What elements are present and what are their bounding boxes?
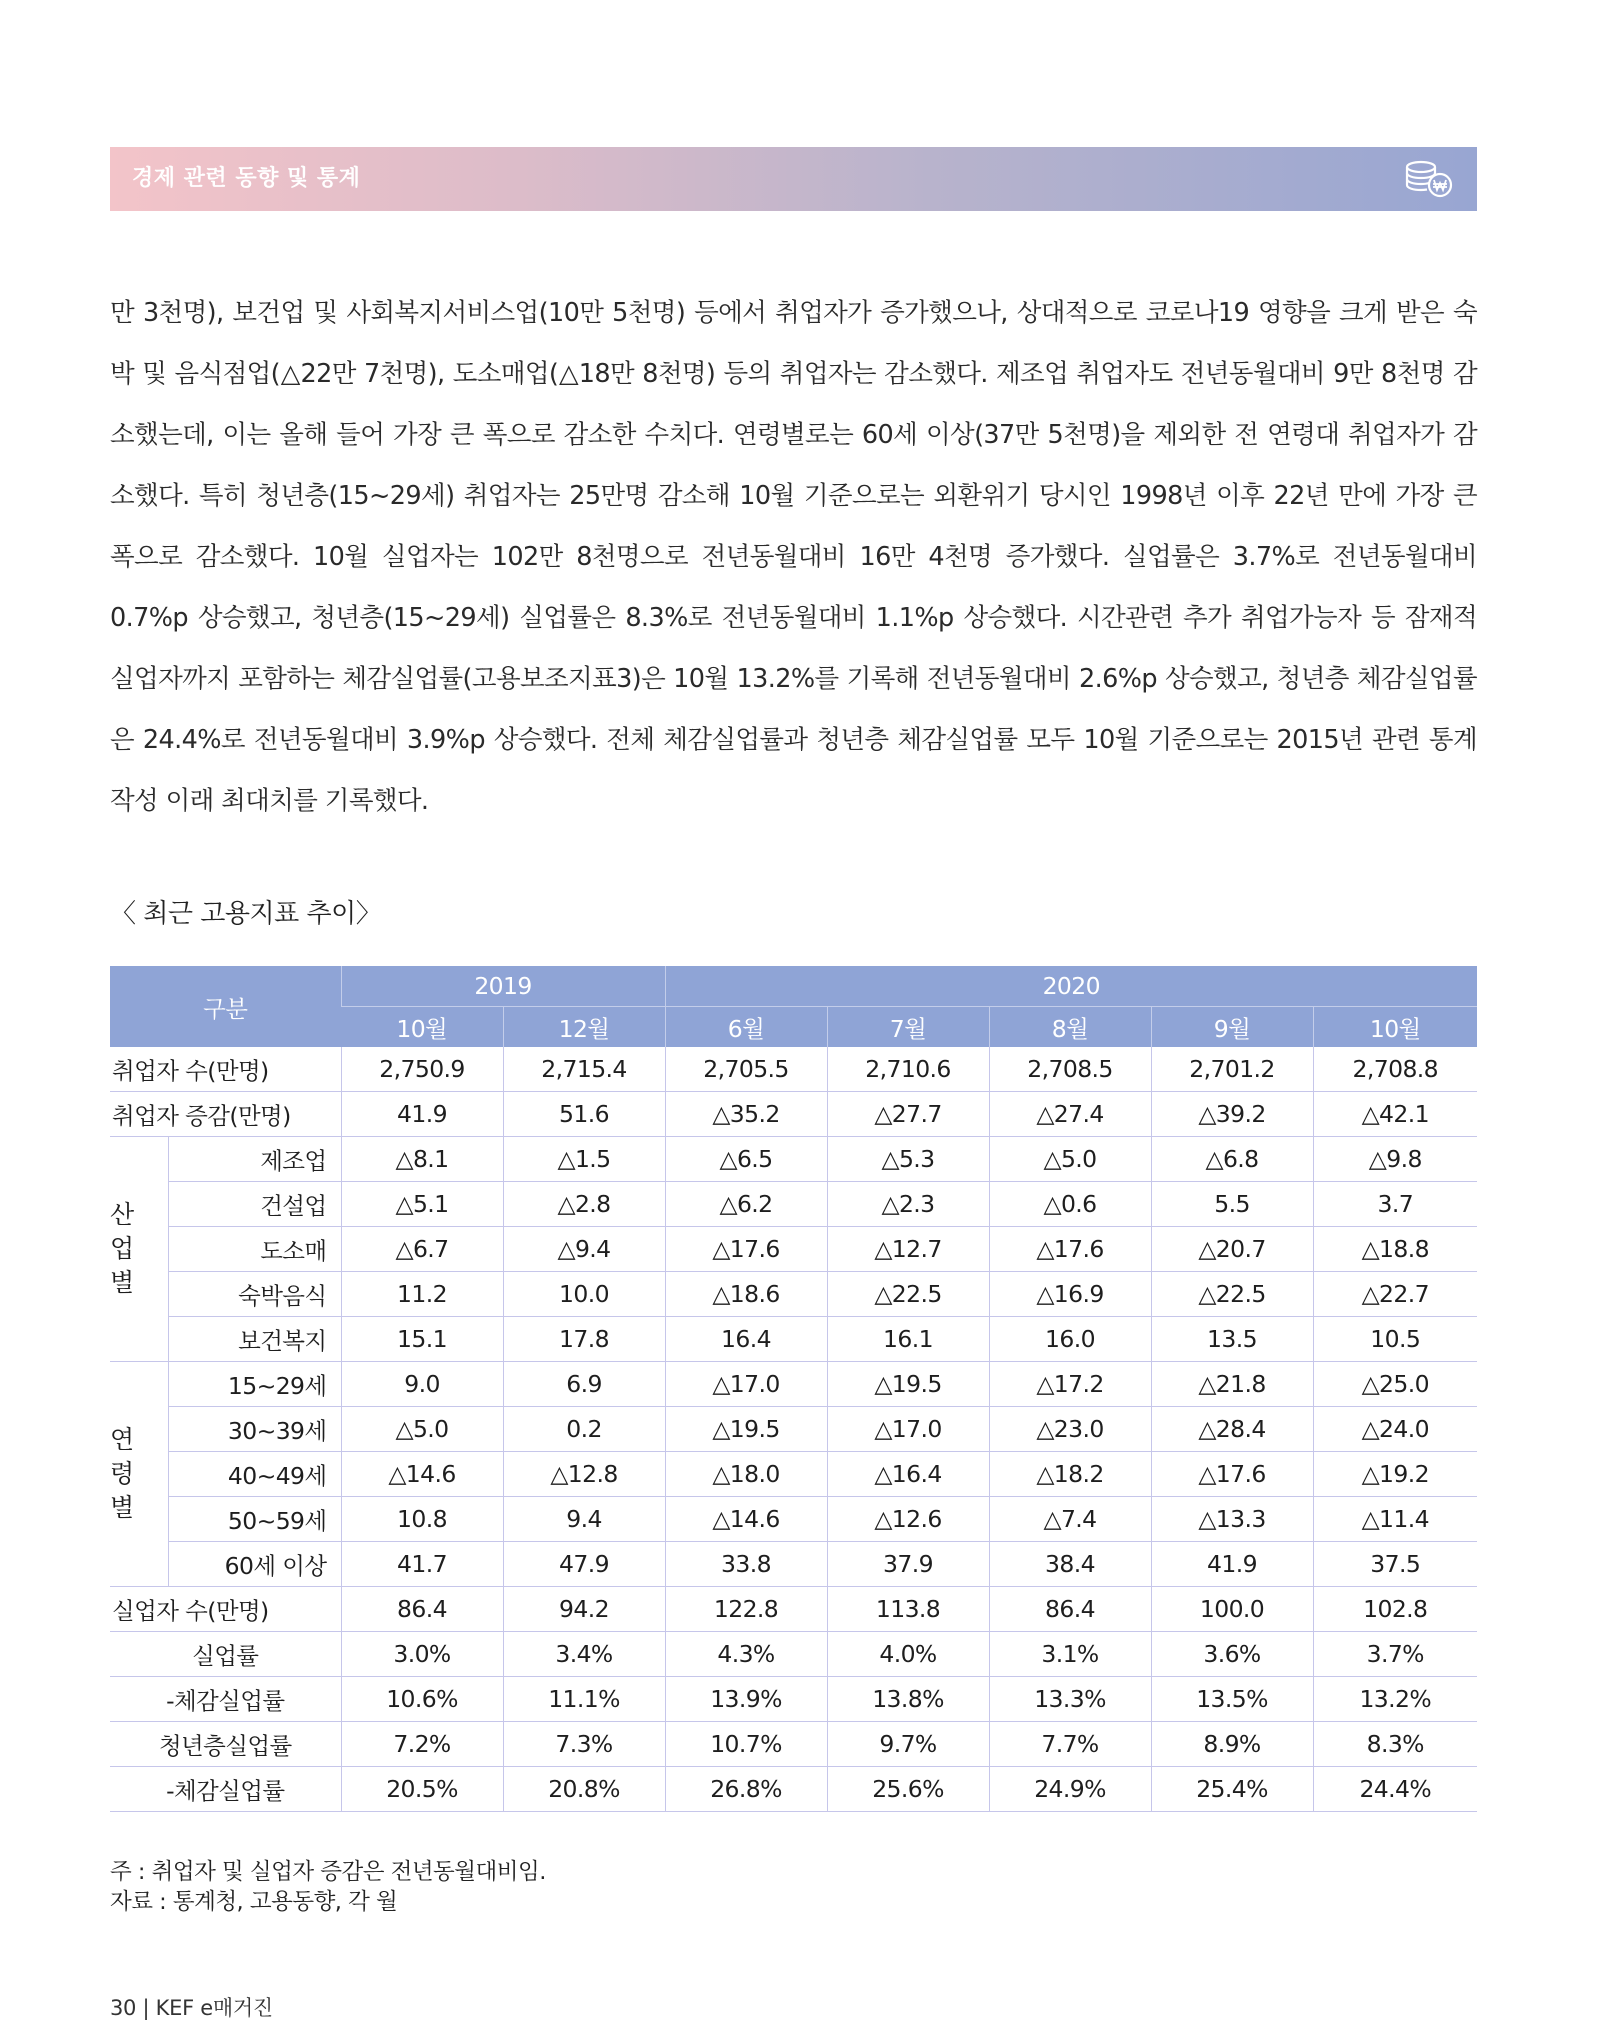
row-label: 청년층실업률 [110,1722,341,1767]
value-cell: 3.1% [989,1632,1151,1677]
table-row [110,1497,1477,1542]
value-cell: 0.2 [503,1407,665,1452]
employment-indicators-table [110,966,1477,1812]
value-cell: △42.1 [1313,1092,1477,1137]
value-cell: △5.0 [989,1137,1151,1182]
row-sublabel: 제조업 [168,1137,341,1182]
value-cell: △35.2 [665,1092,827,1137]
value-cell: 9.7% [827,1722,989,1767]
value-cell: △25.0 [1313,1362,1477,1407]
table-row [110,1137,1477,1182]
value-cell: △18.2 [989,1452,1151,1497]
value-cell: △21.8 [1151,1362,1313,1407]
value-cell: △5.3 [827,1137,989,1182]
row-label: 취업자 수(만명) [110,1047,341,1092]
value-cell: △19.5 [827,1362,989,1407]
month-header: 12월 [503,1007,665,1048]
value-cell: 25.4% [1151,1767,1313,1812]
value-cell: 16.0 [989,1317,1151,1362]
source-line: 자료 : 통계청, 고용동향, 각 월 [110,1889,398,1915]
year-2019-header: 2019 [341,966,665,1007]
coin-stack-won-icon [1403,159,1455,199]
value-cell: 17.8 [503,1317,665,1362]
value-cell: △23.0 [989,1407,1151,1452]
value-cell: 4.3% [665,1632,827,1677]
value-cell: 47.9 [503,1542,665,1587]
row-label: 실업률 [110,1632,341,1677]
value-cell: 20.8% [503,1767,665,1812]
value-cell: 37.5 [1313,1542,1477,1587]
value-cell: △19.2 [1313,1452,1477,1497]
value-cell: △0.6 [989,1182,1151,1227]
value-cell: 94.2 [503,1587,665,1632]
value-cell: 7.7% [989,1722,1151,1767]
value-cell: △28.4 [1151,1407,1313,1452]
value-cell: 11.1% [503,1677,665,1722]
value-cell: 37.9 [827,1542,989,1587]
value-cell: △1.5 [503,1137,665,1182]
value-cell: 25.6% [827,1767,989,1812]
row-sublabel: 보건복지 [168,1317,341,1362]
value-cell: 15.1 [341,1317,503,1362]
value-cell: 3.4% [503,1632,665,1677]
header-label-cell: 구분 [110,966,341,1047]
value-cell: 13.5 [1151,1317,1313,1362]
table-row [110,1362,1477,1407]
value-cell: △7.4 [989,1497,1151,1542]
table-row [110,1767,1477,1812]
value-cell: 13.2% [1313,1677,1477,1722]
table-row [110,1587,1477,1632]
article-body [110,283,1477,832]
value-cell: 41.9 [1151,1542,1313,1587]
value-cell: △12.6 [827,1497,989,1542]
value-cell: 10.7% [665,1722,827,1767]
value-cell: 3.7% [1313,1632,1477,1677]
value-cell: 24.4% [1313,1767,1477,1812]
value-cell: 4.0% [827,1632,989,1677]
value-cell: △14.6 [341,1452,503,1497]
value-cell: 9.0 [341,1362,503,1407]
value-cell: 11.2 [341,1272,503,1317]
value-cell: 2,708.8 [1313,1047,1477,1092]
month-header: 6월 [665,1007,827,1048]
value-cell: △8.1 [341,1137,503,1182]
note-line: 주 : 취업자 및 실업자 증감은 전년동월대비임. [110,1859,546,1885]
value-cell: △16.9 [989,1272,1151,1317]
value-cell: 6.9 [503,1362,665,1407]
row-label: 실업자 수(만명) [110,1587,341,1632]
value-cell: 3.0% [341,1632,503,1677]
value-cell: 5.5 [1151,1182,1313,1227]
value-cell: △20.7 [1151,1227,1313,1272]
value-cell: △9.4 [503,1227,665,1272]
value-cell: 100.0 [1151,1587,1313,1632]
value-cell: △17.6 [1151,1452,1313,1497]
year-header-row [110,966,1477,1007]
value-cell: 113.8 [827,1587,989,1632]
value-cell: 13.8% [827,1677,989,1722]
value-cell: △16.4 [827,1452,989,1497]
value-cell: 102.8 [1313,1587,1477,1632]
table-row [110,1227,1477,1272]
value-cell: △13.3 [1151,1497,1313,1542]
value-cell: 38.4 [989,1542,1151,1587]
value-cell: △18.8 [1313,1227,1477,1272]
month-header: 7월 [827,1007,989,1048]
value-cell: △39.2 [1151,1092,1313,1137]
value-cell: △17.2 [989,1362,1151,1407]
value-cell: 86.4 [341,1587,503,1632]
value-cell: 7.3% [503,1722,665,1767]
value-cell: 26.8% [665,1767,827,1812]
value-cell: 2,708.5 [989,1047,1151,1092]
value-cell: 20.5% [341,1767,503,1812]
table-notes [110,1857,546,1917]
row-sublabel: 도소매 [168,1227,341,1272]
value-cell: 10.8 [341,1497,503,1542]
value-cell: 13.9% [665,1677,827,1722]
value-cell: 2,705.5 [665,1047,827,1092]
value-cell: △14.6 [665,1497,827,1542]
value-cell: △2.8 [503,1182,665,1227]
value-cell: 3.7 [1313,1182,1477,1227]
row-sublabel: 15~29세 [168,1362,341,1407]
table-row [110,1317,1477,1362]
value-cell: △12.8 [503,1452,665,1497]
value-cell: 2,710.6 [827,1047,989,1092]
value-cell: △5.0 [341,1407,503,1452]
value-cell: △27.4 [989,1092,1151,1137]
value-cell: △6.8 [1151,1137,1313,1182]
row-sublabel: 숙박음식 [168,1272,341,1317]
table-body [110,1047,1477,1812]
value-cell: 3.6% [1151,1632,1313,1677]
value-cell: 8.3% [1313,1722,1477,1767]
value-cell: △22.5 [827,1272,989,1317]
value-cell: 33.8 [665,1542,827,1587]
value-cell: △6.5 [665,1137,827,1182]
section-header-bar [110,147,1477,211]
value-cell: 16.4 [665,1317,827,1362]
value-cell: △6.7 [341,1227,503,1272]
row-label: -체감실업률 [110,1767,341,1812]
value-cell: △18.0 [665,1452,827,1497]
value-cell: △6.2 [665,1182,827,1227]
table-row [110,1452,1477,1497]
table-row [110,1677,1477,1722]
month-header: 10월 [1313,1007,1477,1048]
value-cell: 16.1 [827,1317,989,1362]
value-cell: 10.6% [341,1677,503,1722]
value-cell: △18.6 [665,1272,827,1317]
row-label: -체감실업률 [110,1677,341,1722]
value-cell: △5.1 [341,1182,503,1227]
value-cell: 10.5 [1313,1317,1477,1362]
value-cell: △17.6 [989,1227,1151,1272]
value-cell: △22.7 [1313,1272,1477,1317]
table-row [110,1407,1477,1452]
month-header: 10월 [341,1007,503,1048]
value-cell: 86.4 [989,1587,1151,1632]
page-footer: 30 | KEF e매거진 [110,1996,273,2020]
row-label: 취업자 증감(만명) [110,1092,341,1137]
table-row [110,1632,1477,1677]
row-sublabel: 30~39세 [168,1407,341,1452]
article-paragraph: 만 3천명), 보건업 및 사회복지서비스업(10만 5천명) 등에서 취업자가 증가했으나, 상대적으로 코로나19 영향을 크게 받은 숙박 및 음식점업(△22만 7천명), 도소매업(△18만 8천명) 등의 취업자는 감소했다. 제조업 취업자도 전년동월대비 9만 8천명 감소했는데, 이는 올해 들어 가장 큰 폭으로 감소한 수치다. 연령별로는 60세 이상(37만 5천명)을 제외한 전 연령대 취업자가 감소했다. 특히 청년층(15~29세) 취업자는 25만명 감소해 10월 기준으로는 외환위기 당시인 1998년 이후 22년 만에 가장 큰 폭으로 감소했다. 10월 실업자는 102만 8천명으로 전년동월대비 16만 4천명 증가했다. 실업률은 3.7%로 전년동월대비 0.7%p 상승했고, 청년층(15~29세) 실업률은 8.3%로 전년동월대비 1.1%p 상승했다. 시간관련 추가 취업가능자 등 잠재적 실업자까지 포함하는 체감실업률(고용보조지표3)은 10월 13.2%를 기록해 전년동월대비 2.6%p 상승했고, 청년층 체감실업률은 24.4%로 전년동월대비 3.9%p 상승했다. 전체 체감실업률과 청년층 체감실업률 모두 10월 기준으로는 2015년 관련 통계작성 이래 최대치를 기록했다. [110,298,1477,816]
value-cell: 7.2% [341,1722,503,1767]
value-cell: △22.5 [1151,1272,1313,1317]
table-row [110,1047,1477,1092]
value-cell: 51.6 [503,1092,665,1137]
value-cell: △19.5 [665,1407,827,1452]
value-cell: 24.9% [989,1767,1151,1812]
value-cell: 10.0 [503,1272,665,1317]
value-cell: △17.0 [827,1407,989,1452]
table-title: 〈 최근 고용지표 추이〉 [110,899,382,929]
month-header: 8월 [989,1007,1151,1048]
industry-group-label: 산 업 별 [110,1137,168,1362]
table-row [110,1272,1477,1317]
value-cell: 13.5% [1151,1677,1313,1722]
row-sublabel: 50~59세 [168,1497,341,1542]
value-cell: 2,750.9 [341,1047,503,1092]
value-cell: △11.4 [1313,1497,1477,1542]
row-sublabel: 40~49세 [168,1452,341,1497]
value-cell: △17.6 [665,1227,827,1272]
value-cell: △24.0 [1313,1407,1477,1452]
value-cell: 41.9 [341,1092,503,1137]
section-title: 경제 관련 동향 및 통계 [132,166,361,191]
value-cell: 9.4 [503,1497,665,1542]
row-sublabel: 60세 이상 [168,1542,341,1587]
year-2020-header: 2020 [665,966,1477,1007]
age-group-label: 연 령 별 [110,1362,168,1587]
value-cell: 8.9% [1151,1722,1313,1767]
value-cell: △17.0 [665,1362,827,1407]
value-cell: 2,701.2 [1151,1047,1313,1092]
table-row [110,1722,1477,1767]
row-sublabel: 건설업 [168,1182,341,1227]
value-cell: 41.7 [341,1542,503,1587]
value-cell: △27.7 [827,1092,989,1137]
month-header: 9월 [1151,1007,1313,1048]
value-cell: △12.7 [827,1227,989,1272]
table-row [110,1092,1477,1137]
value-cell: 13.3% [989,1677,1151,1722]
table-row [110,1182,1477,1227]
value-cell: 122.8 [665,1587,827,1632]
table-row [110,1542,1477,1587]
value-cell: △2.3 [827,1182,989,1227]
value-cell: △9.8 [1313,1137,1477,1182]
value-cell: 2,715.4 [503,1047,665,1092]
